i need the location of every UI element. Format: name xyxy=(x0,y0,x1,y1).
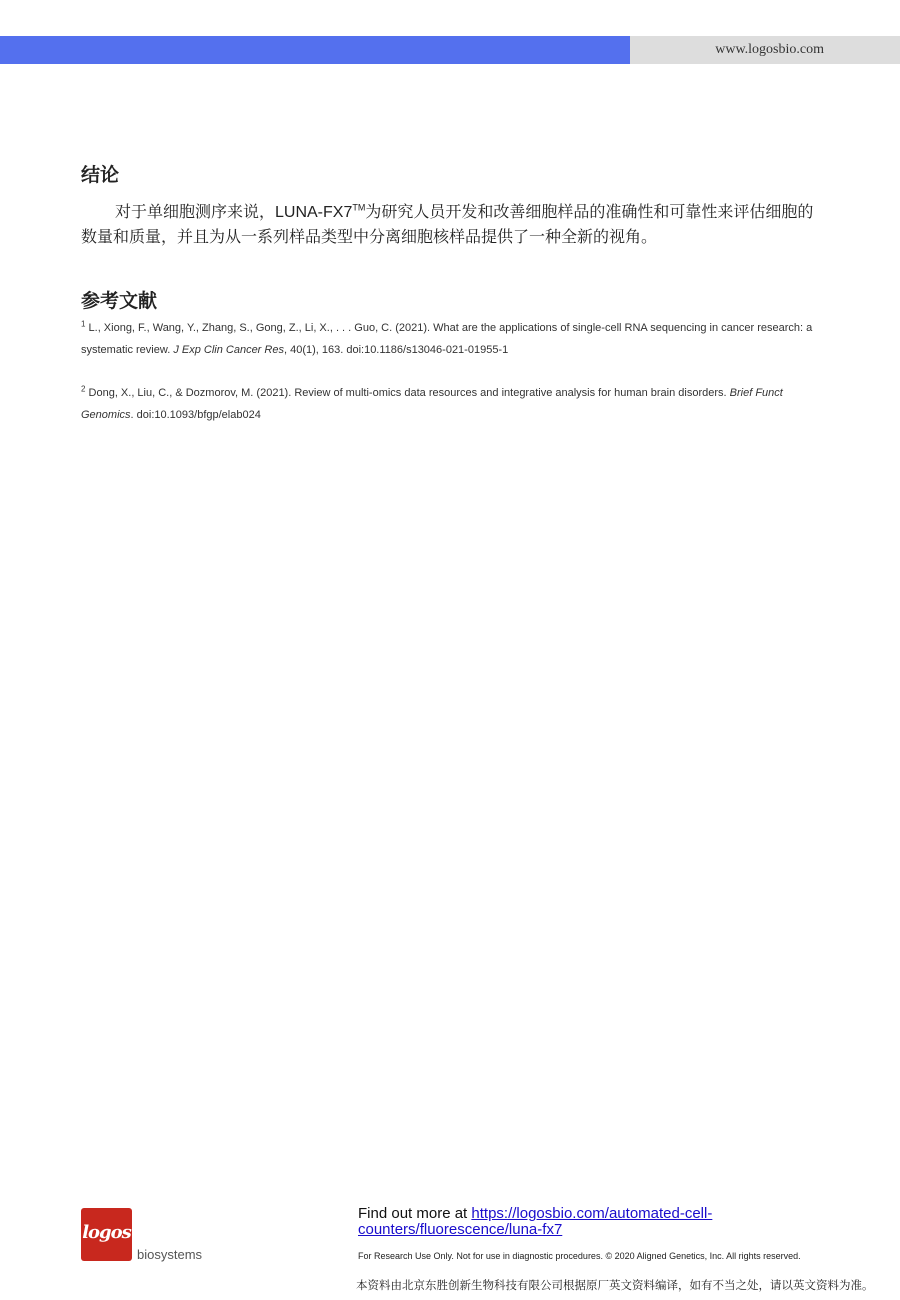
reference-item-1 xyxy=(81,317,821,361)
find-out-more xyxy=(358,1206,758,1238)
logo-word: logos xyxy=(82,1222,131,1243)
reference-tail: , 40(1), 163. doi:10.1186/s13046-021-01955-1 xyxy=(283,344,509,356)
logos-biosystems-logo xyxy=(81,1208,211,1264)
disclaimer: For Research Use Only. Not for use in diagnostic procedures. © 2020 Aligned Genetics, Inc. All rights reserved. xyxy=(358,1251,801,1261)
conclusion-paragraph xyxy=(81,200,823,250)
reference-tail: . doi:10.1093/bfgp/elab024 xyxy=(130,409,261,421)
reference-text: L., Xiong, F., Wang, Y., Zhang, S., Gong, Z., Li, X., . . . Guo, C. (2021). What are the applications of single-cell RNA sequencing in cancer research: a systematic review. xyxy=(81,322,813,356)
translation-note: 本资料由北京东胜创新生物科技有限公司根据原厂英文资料编译，如有不当之处，请以英文资料为准。 xyxy=(356,1280,874,1292)
conclusion-text-part2: 为研究人员开发和改善细胞样品的准确性和可靠性来评估细胞的数量和质量，并且为从一系列样品类型中分离细胞核样品提供了一种全新的视角。 xyxy=(81,204,814,246)
logo-box xyxy=(81,1208,132,1261)
reference-journal: Brief Funct Genomics xyxy=(81,387,783,421)
conclusion-heading: 结论 xyxy=(81,165,120,186)
reference-journal: J Exp Clin Cancer Res xyxy=(173,344,284,356)
reference-number: 1 xyxy=(81,319,86,329)
logo-subtitle: biosystems xyxy=(137,1247,203,1262)
reference-number: 2 xyxy=(81,384,86,394)
references-heading: 参考文献 xyxy=(81,291,158,312)
reference-item-2 xyxy=(81,382,821,426)
header-blue-band xyxy=(0,36,630,64)
find-out-prefix: Find out more at xyxy=(358,1205,472,1222)
reference-text: Dong, X., Liu, C., & Dozmorov, M. (2021). Review of multi-omics data resources and integrative analysis for human brain disorders. xyxy=(88,387,730,399)
site-url: www.logosbio.com xyxy=(715,42,824,57)
trademark-mark: TM xyxy=(352,202,366,213)
conclusion-text-part1: 对于单细胞测序来说，LUNA-FX7 xyxy=(115,204,353,221)
product-link[interactable]: https://logosbio.com/automated-cell-counters/fluorescence/luna-fx7 xyxy=(358,1205,713,1238)
header-bar xyxy=(0,36,900,64)
